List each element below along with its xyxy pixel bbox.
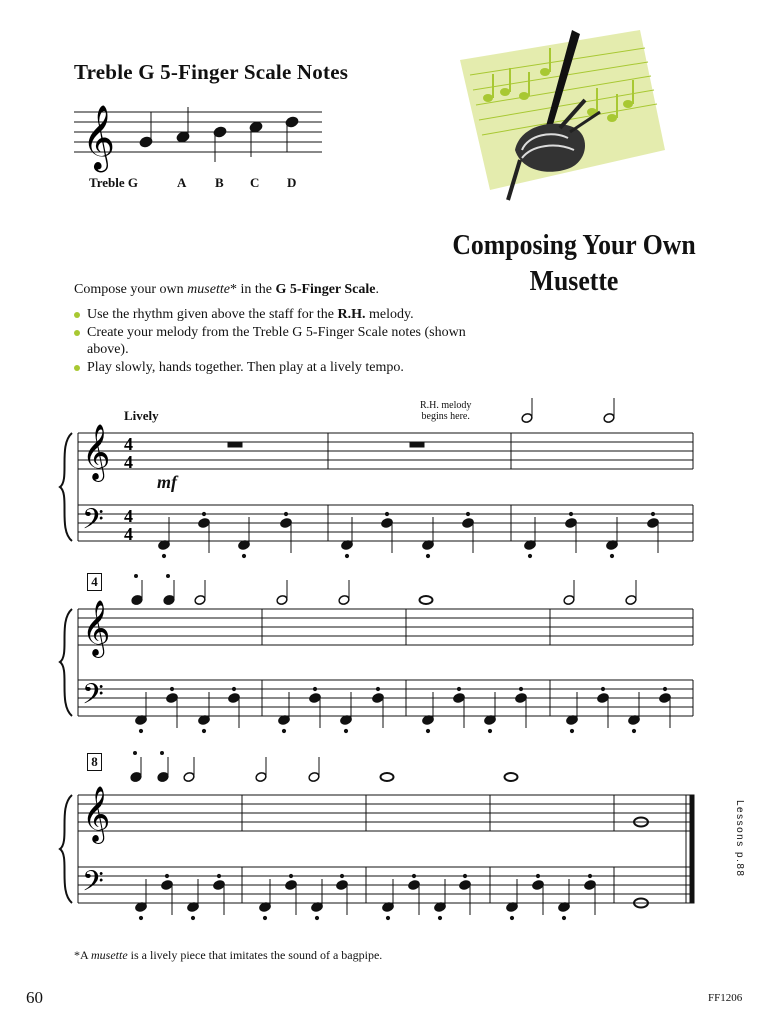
staccato-dot — [376, 687, 379, 690]
staccato-dot — [263, 916, 266, 919]
staccato-dot — [601, 687, 604, 690]
lessons-reference: Lessons p.88 — [734, 800, 745, 878]
bass-clef-icon: 𝄢 — [82, 678, 104, 718]
bass-notes-system-1 — [157, 512, 659, 557]
rh-label-line-1: R.H. melody — [420, 400, 472, 411]
rhythm-half-note — [183, 772, 195, 783]
rhythm-quarter-note — [130, 772, 142, 783]
intro-bold: G 5-Finger Scale — [275, 282, 376, 297]
staccato-dot — [165, 874, 168, 877]
rhythm-half-note — [276, 595, 288, 606]
scale-notes — [139, 107, 299, 162]
rhythm-half-note — [563, 595, 575, 606]
footnote-before: *A — [74, 948, 92, 962]
staccato-dot — [232, 687, 235, 690]
rhythm-system-3 — [130, 752, 518, 783]
footnote-after: is a lively piece that imitates the sound of a bagpipe. — [127, 948, 383, 962]
staccato-dot — [570, 729, 573, 732]
treble-clef-icon: 𝄞 — [82, 786, 111, 842]
staccato-dot — [282, 729, 285, 732]
staccato-dot — [202, 729, 205, 732]
note-name-d: D — [287, 175, 297, 190]
scale-heading: Treble G 5-Finger Scale Notes — [74, 60, 349, 84]
intro-text — [74, 282, 379, 298]
staccato-dot — [536, 874, 539, 877]
note-name-a: A — [177, 175, 187, 190]
staccato-dot — [345, 554, 348, 557]
staccato-dot — [289, 874, 292, 877]
intro-before: Compose your own — [74, 282, 188, 297]
rhythm-half-note — [338, 595, 350, 606]
staccato-dot — [134, 752, 137, 755]
title-line-1: Composing Your Own — [452, 230, 696, 261]
measure-number-8: 8 — [87, 753, 102, 771]
bullet-icon — [74, 365, 80, 371]
intro-middle: * in the — [229, 282, 276, 297]
rhythm-whole-note — [505, 773, 518, 781]
intro-term: musette — [187, 282, 230, 297]
note-name-b: B — [215, 175, 224, 190]
staccato-dot — [135, 575, 138, 578]
instruction-text-end: melody. — [365, 307, 414, 322]
bullet-icon — [74, 312, 80, 318]
staccato-dot — [457, 687, 460, 690]
rhythm-half-note — [194, 595, 206, 606]
staccato-dot — [202, 512, 205, 515]
staccato-dot — [313, 687, 316, 690]
staccato-dot — [315, 916, 318, 919]
intro-after: . — [375, 282, 379, 297]
rhythm-whole-note — [420, 596, 433, 604]
rhythm-half-note — [255, 772, 267, 783]
time-signature — [124, 434, 133, 544]
instruction-item — [72, 306, 472, 323]
treble-clef-icon: 𝄞 — [82, 424, 111, 480]
dynamic-marking: mf — [157, 472, 177, 492]
note-name-c: C — [250, 175, 260, 190]
staccato-dot — [139, 916, 142, 919]
page-title — [436, 228, 712, 300]
staccato-dot — [385, 512, 388, 515]
bass-clef-icon: 𝄢 — [82, 503, 104, 543]
staccato-dot — [588, 874, 591, 877]
staccato-dot — [340, 874, 343, 877]
rhythm-half-note — [308, 772, 320, 783]
rhythm-whole-note — [381, 773, 394, 781]
staccato-dot — [510, 916, 513, 919]
instruction-text: Create your melody from the Treble G 5-Finger Scale notes (shown above). — [87, 325, 466, 357]
rhythm-quarter-note — [131, 595, 143, 606]
staccato-dot — [167, 575, 170, 578]
footnote-term: musette — [91, 948, 128, 962]
staccato-dot — [426, 554, 429, 557]
measure-number-4: 4 — [87, 573, 102, 591]
staccato-dot — [162, 554, 165, 557]
staccato-dot — [139, 729, 142, 732]
bullet-icon — [74, 330, 80, 336]
rh-melody-label — [420, 400, 471, 422]
staccato-dot — [610, 554, 613, 557]
staccato-dot — [562, 916, 565, 919]
staccato-dot — [284, 512, 287, 515]
instruction-item — [72, 359, 472, 376]
staccato-dot — [463, 874, 466, 877]
bagpipe-illustration-icon — [460, 30, 665, 200]
rh-label-line-2: begins here. — [421, 411, 470, 422]
treble-clef-icon: 𝄞 — [82, 600, 111, 656]
system-3 — [60, 795, 694, 908]
staccato-dot — [412, 874, 415, 877]
staccato-dot — [663, 687, 666, 690]
treble-clef-icon: 𝄞 — [82, 105, 116, 170]
staccato-dot — [161, 752, 164, 755]
rhythm-quarter-note — [163, 595, 175, 606]
staccato-dot — [242, 554, 245, 557]
footnote — [74, 948, 382, 963]
title-line-2: Musette — [529, 266, 619, 297]
instruction-item — [72, 324, 472, 358]
staccato-dot — [569, 512, 572, 515]
staccato-dot — [632, 729, 635, 732]
staccato-dot — [426, 729, 429, 732]
instruction-list — [72, 306, 472, 377]
tempo-marking: Lively — [124, 408, 159, 423]
staccato-dot — [217, 874, 220, 877]
instruction-bold: R.H. — [337, 307, 366, 322]
note-name-g: Treble G — [89, 175, 138, 190]
svg-text:4: 4 — [124, 434, 133, 454]
staccato-dot — [488, 729, 491, 732]
staccato-dot — [519, 687, 522, 690]
rhythm-system-2 — [131, 575, 637, 606]
instruction-text: Play slowly, hands together. Then play at a lively tempo. — [87, 360, 404, 375]
staccato-dot — [191, 916, 194, 919]
rhythm-quarter-note — [157, 772, 169, 783]
staccato-dot — [344, 729, 347, 732]
staccato-dot — [386, 916, 389, 919]
staccato-dot — [438, 916, 441, 919]
svg-text:4: 4 — [124, 524, 133, 544]
staccato-dot — [528, 554, 531, 557]
instruction-text: Use the rhythm given above the staff for the — [87, 307, 338, 322]
svg-text:4: 4 — [124, 452, 133, 472]
bass-clef-icon: 𝄢 — [82, 865, 104, 905]
staccato-dot — [651, 512, 654, 515]
staccato-dot — [170, 687, 173, 690]
page-number: 60 — [26, 988, 43, 1007]
svg-text:4: 4 — [124, 506, 133, 526]
rhythm-half-note — [625, 595, 637, 606]
book-code: FF1206 — [708, 992, 743, 1004]
staccato-dot — [466, 512, 469, 515]
bass-notes-system-2 — [134, 687, 671, 732]
